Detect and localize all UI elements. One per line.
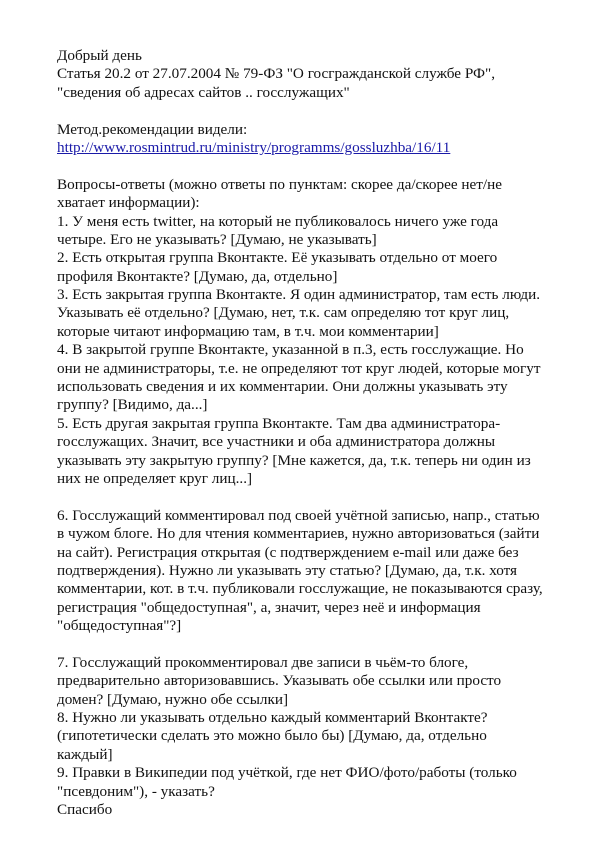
recommendations-link[interactable]: http://www.rosmintrud.ru/ministry/programms/gossluzhba/16/11 — [57, 138, 451, 156]
question-1 — [57, 213, 587, 250]
question-line: группу? [Видимо, да...] — [57, 396, 208, 414]
intro-line: Вопросы-ответы (можно ответы по пунктам: скорее да/скорее нет/не — [57, 175, 502, 193]
letter-body — [57, 47, 587, 819]
question-8 — [57, 709, 587, 764]
spacer — [57, 636, 587, 654]
question-line: 6. Госслужащий комментировал под своей учётной записью, напр., статью — [57, 506, 540, 524]
question-line: предварительно авторизовавшись. Указывать обе ссылки или просто — [57, 672, 502, 690]
spacer — [57, 488, 587, 506]
recommendations-label: Метод.рекомендации видели: — [57, 120, 248, 138]
law-reference-line: "сведения об адресах сайтов .. госслужащих" — [57, 83, 350, 101]
question-line: 9. Правки в Википедии под учёткой, где нет ФИО/фото/работы (только — [57, 764, 517, 782]
question-line: них не определяет круг лиц...] — [57, 469, 253, 487]
spacer — [57, 157, 587, 175]
question-line: 8. Нужно ли указывать отдельно каждый комментарий Вконтакте? — [57, 709, 488, 727]
question-line: на сайт). Регистрация открытая (с подтверждением e-mail или даже без — [57, 543, 519, 561]
spacer — [57, 102, 587, 120]
question-7 — [57, 654, 587, 709]
question-line: использовать сведения и их комментарии. Они должны указывать эту — [57, 378, 508, 396]
question-line: 1. У меня есть twitter, на который не публиковалось ничего уже года — [57, 212, 499, 230]
question-line: 3. Есть закрытая группа Вконтакте. Я один администратор, там есть люди. — [57, 286, 541, 304]
question-2 — [57, 249, 587, 286]
question-line: подтверждения). Нужно ли указывать эту статью? [Думаю, да, т.к. хотя — [57, 561, 518, 579]
question-line: профиля Вконтакте? [Думаю, да, отдельно] — [57, 267, 338, 285]
question-line: они не администраторы, т.е. не определяют тот круг людей, которые могут — [57, 359, 541, 377]
question-line: (гипотетически сделать это можно было бы) [Думаю, да, отдельно — [57, 727, 487, 745]
question-line: 7. Госслужащий прокомментировал две записи в чьём-то блоге, — [57, 653, 469, 671]
question-9 — [57, 764, 587, 801]
law-reference-line: Статья 20.2 от 27.07.2004 № 79-ФЗ "О госгражданской службе РФ", — [57, 65, 496, 83]
question-3 — [57, 286, 587, 341]
question-line: каждый] — [57, 745, 113, 763]
question-line: Указывать её отдельно? [Думаю, нет, т.к. сам определяю тот круг лиц, — [57, 304, 510, 322]
question-line: "псевдоним"), - указать? — [57, 782, 215, 800]
question-line: 5. Есть другая закрытая группа Вконтакте. Там два администратора- — [57, 414, 501, 432]
question-line: регистрация "общедоступная", а, значит, через неё и информация — [57, 598, 481, 616]
question-line: домен? [Думаю, нужно обе ссылки] — [57, 690, 289, 708]
question-line: в чужом блоге. Но для чтения комментариев, нужно авторизоваться (зайти — [57, 525, 540, 543]
question-5 — [57, 415, 587, 489]
question-line: которые читают информацию там, в т.ч. мои комментарии] — [57, 322, 439, 340]
question-line: комментарии, кот. в т.ч. публиковали госслужащие, не показываются сразу, — [57, 580, 543, 598]
question-line: указывать эту закрытую группу? [Мне кажется, да, т.к. теперь ни один из — [57, 451, 531, 469]
closing: Спасибо — [57, 801, 113, 819]
question-4 — [57, 341, 587, 415]
question-line: 4. В закрытой группе Вконтакте, указанной в п.3, есть госслужащие. Но — [57, 341, 524, 359]
question-line: четыре. Его не указывать? [Думаю, не указывать] — [57, 230, 377, 248]
greeting: Добрый день — [57, 47, 142, 64]
question-line: "общедоступная"?] — [57, 617, 182, 635]
intro-line: хватает информации): — [57, 194, 200, 212]
question-line: госслужащих. Значит, все участники и оба администратора должны — [57, 433, 496, 451]
question-6 — [57, 507, 587, 636]
question-line: 2. Есть открытая группа Вконтакте. Её указывать отдельно от моего — [57, 249, 498, 267]
